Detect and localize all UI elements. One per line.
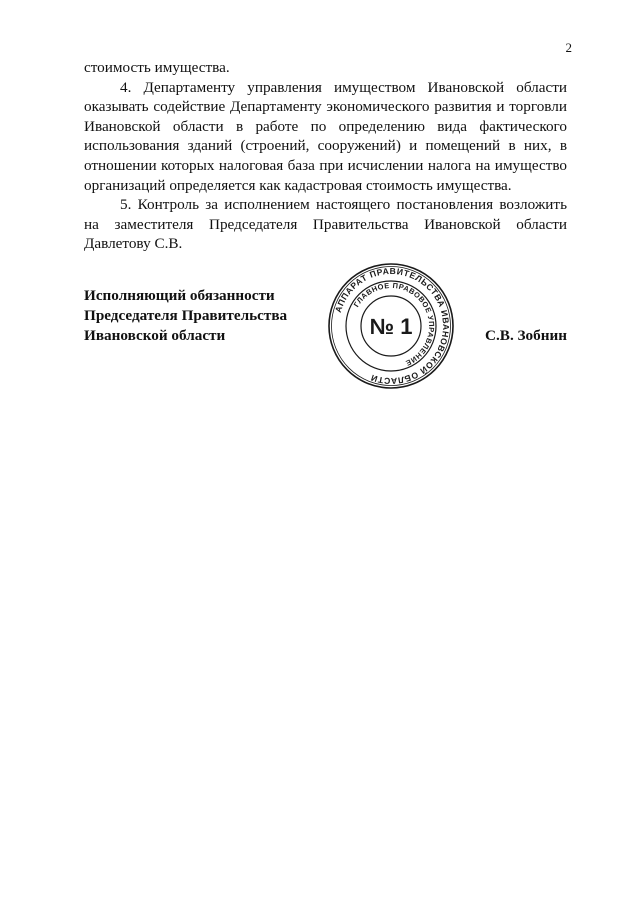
paragraph-item-4: 4. Департаменту управления имуществом Ивановской области оказывать содействие Департаменту экономического развития и торговли Ивановской области в работе по определению вида фактического использования зданий (строений, сооружений) и помещений в них, в отношении которых налоговая база при исчислении налога на имущество организаций определяется как кадастровая стоимость имущества.	[84, 78, 567, 194]
signatory-position-line: Председателя Правительства	[84, 307, 288, 324]
paragraph-item-5: 5. Контроль за исполнением настоящего постановления возложить на заместителя Председателя Правительства Ивановской области Давлетову С.В.	[84, 196, 567, 253]
signatory-position-line: Ивановской области	[84, 327, 226, 344]
signatory-position	[84, 286, 287, 346]
signer-name: С.В. Зобнин	[485, 327, 567, 344]
official-seal	[326, 261, 456, 391]
paragraph-continuation: стоимость имущества.	[84, 59, 230, 76]
seal-center-text: № 1	[369, 314, 413, 339]
document-body	[84, 58, 567, 254]
seal-inner-textpath: ГЛАВНОЕ ПРАВОВОЕ УПРАВЛЕНИЕ	[351, 280, 437, 368]
seal-outer-textpath: АППАРАТ ПРАВИТЕЛЬСТВА ИВАНОВСКОЙ ОБЛАСТИ	[332, 265, 452, 387]
signatory-position-line: Исполняющий обязанности	[84, 287, 275, 304]
page-number: 2	[565, 40, 572, 55]
